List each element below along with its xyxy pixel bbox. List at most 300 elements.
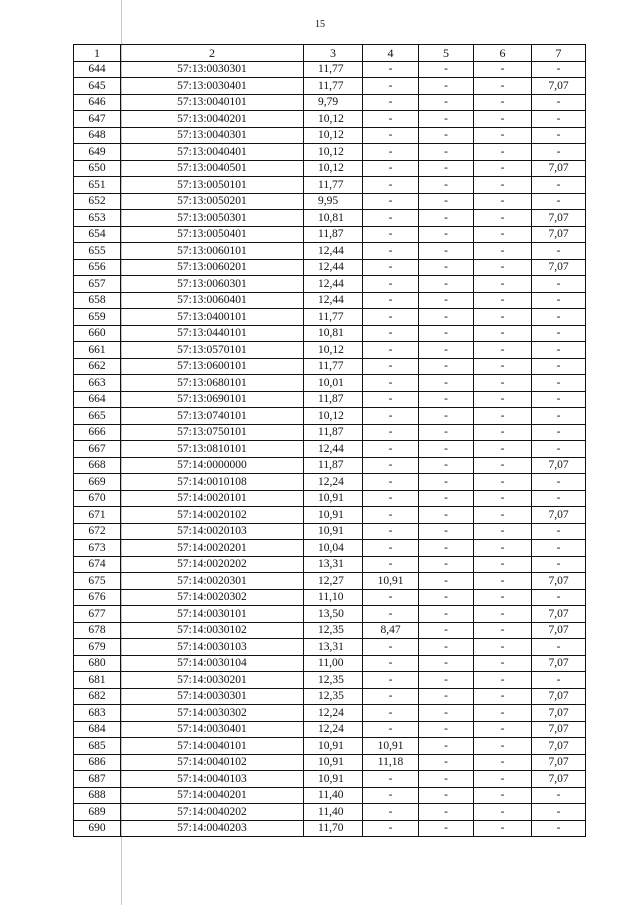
table-row	[74, 490, 586, 507]
table-cell: -	[419, 507, 474, 524]
table-cell: 57:13:0030301	[121, 61, 304, 78]
table-cell: 57:14:0030101	[121, 606, 304, 623]
table-cell: 7,07	[532, 259, 586, 276]
table-cell: 57:14:0030401	[121, 721, 304, 738]
table-header-row	[74, 45, 586, 62]
table-cell: 10,91	[304, 771, 363, 788]
table-cell: -	[363, 94, 419, 111]
table-cell: 13,31	[304, 556, 363, 573]
table-cell: 10,12	[304, 160, 363, 177]
table-cell: -	[419, 738, 474, 755]
table-cell: 655	[74, 243, 121, 260]
table-cell: 647	[74, 111, 121, 128]
table-cell: -	[474, 94, 532, 111]
table-cell: 653	[74, 210, 121, 227]
table-cell: -	[474, 771, 532, 788]
table-cell: -	[363, 177, 419, 194]
table-row	[74, 375, 586, 392]
table-cell: -	[474, 540, 532, 557]
table-cell: 671	[74, 507, 121, 524]
table-cell: 11,70	[304, 820, 363, 837]
table-cell: -	[474, 259, 532, 276]
table-cell: -	[419, 540, 474, 557]
table-row	[74, 639, 586, 656]
table-cell: -	[532, 61, 586, 78]
table-cell: -	[474, 441, 532, 458]
table-cell: -	[419, 342, 474, 359]
table-cell: 10,12	[304, 127, 363, 144]
table-cell: -	[532, 309, 586, 326]
table-cell: 11,87	[304, 424, 363, 441]
table-cell: -	[532, 276, 586, 293]
table-cell: 654	[74, 226, 121, 243]
page-number: 15	[315, 19, 325, 30]
table-cell: 687	[74, 771, 121, 788]
table-cell: -	[363, 457, 419, 474]
table-cell: 57:13:0040101	[121, 94, 304, 111]
table-cell: 11,77	[304, 309, 363, 326]
table-cell: -	[474, 144, 532, 161]
table-cell: -	[474, 375, 532, 392]
table-cell: -	[363, 127, 419, 144]
table-cell: -	[532, 424, 586, 441]
table-cell: -	[419, 358, 474, 375]
table-cell: -	[419, 655, 474, 672]
table-cell: -	[419, 771, 474, 788]
table-cell: 57:14:0040103	[121, 771, 304, 788]
table-cell: 12,35	[304, 672, 363, 689]
table-cell: -	[363, 276, 419, 293]
table-cell: -	[474, 210, 532, 227]
table-cell: -	[419, 177, 474, 194]
table-cell: -	[363, 78, 419, 95]
table-cell: -	[532, 639, 586, 656]
table-cell: 57:14:0040202	[121, 804, 304, 821]
table-cell: -	[363, 606, 419, 623]
table-cell: -	[363, 705, 419, 722]
table-cell: 10,12	[304, 342, 363, 359]
table-cell: 12,24	[304, 721, 363, 738]
column-header: 7	[532, 45, 586, 62]
table-row	[74, 160, 586, 177]
table-cell: 57:13:0810101	[121, 441, 304, 458]
table-cell: -	[419, 226, 474, 243]
table-cell: 11,77	[304, 61, 363, 78]
table-row	[74, 259, 586, 276]
table-row	[74, 474, 586, 491]
table-cell: 689	[74, 804, 121, 821]
table-cell: 676	[74, 589, 121, 606]
table-cell: -	[419, 375, 474, 392]
column-header: 2	[121, 45, 304, 62]
table-cell: -	[532, 523, 586, 540]
table-cell: -	[532, 441, 586, 458]
table-cell: 10,12	[304, 144, 363, 161]
table-cell: -	[419, 243, 474, 260]
table-cell: 668	[74, 457, 121, 474]
table-cell: 7,07	[532, 210, 586, 227]
table-cell: 57:14:0030301	[121, 688, 304, 705]
table-cell: -	[419, 441, 474, 458]
table-cell: 11,00	[304, 655, 363, 672]
table-cell: -	[419, 672, 474, 689]
table-cell: 7,07	[532, 754, 586, 771]
table-cell: 10,12	[304, 111, 363, 128]
table-cell: -	[474, 754, 532, 771]
table-cell: -	[363, 358, 419, 375]
table-cell: 9,79	[304, 94, 363, 111]
table-cell: 688	[74, 787, 121, 804]
table-row	[74, 292, 586, 309]
table-cell: 648	[74, 127, 121, 144]
table-row	[74, 556, 586, 573]
table-cell: -	[474, 243, 532, 260]
table-row	[74, 705, 586, 722]
table-cell: 12,24	[304, 705, 363, 722]
table-cell: 10,91	[363, 738, 419, 755]
table-cell: 57:13:0030401	[121, 78, 304, 95]
table-cell: -	[532, 804, 586, 821]
table-cell: 10,91	[304, 490, 363, 507]
table-cell: -	[419, 523, 474, 540]
table-cell: 57:14:0030201	[121, 672, 304, 689]
table-row	[74, 408, 586, 425]
table-cell: 678	[74, 622, 121, 639]
table-cell: 685	[74, 738, 121, 755]
table-row	[74, 358, 586, 375]
table-cell: -	[474, 408, 532, 425]
table-cell: -	[363, 309, 419, 326]
table-cell: 12,44	[304, 292, 363, 309]
table-cell: 57:14:0040201	[121, 787, 304, 804]
table-cell: -	[419, 573, 474, 590]
table-cell: -	[474, 358, 532, 375]
table-cell: 13,50	[304, 606, 363, 623]
table-cell: 12,35	[304, 622, 363, 639]
table-cell: 7,07	[532, 160, 586, 177]
table-cell: 674	[74, 556, 121, 573]
table-cell: 57:14:0000000	[121, 457, 304, 474]
table-cell: 7,07	[532, 655, 586, 672]
table-cell: -	[363, 523, 419, 540]
table-cell: 57:14:0010108	[121, 474, 304, 491]
table-cell: 664	[74, 391, 121, 408]
table-cell: 11,87	[304, 226, 363, 243]
table-cell: -	[419, 688, 474, 705]
table-row	[74, 721, 586, 738]
table-cell: 57:13:0440101	[121, 325, 304, 342]
table-cell: 667	[74, 441, 121, 458]
table-cell: -	[363, 441, 419, 458]
table-cell: -	[363, 243, 419, 260]
table-cell: -	[419, 787, 474, 804]
table-cell: 11,87	[304, 391, 363, 408]
table-cell: -	[419, 391, 474, 408]
table-cell: 7,07	[532, 622, 586, 639]
table-cell: 7,07	[532, 705, 586, 722]
table-cell: 679	[74, 639, 121, 656]
table-cell: -	[532, 820, 586, 837]
table-cell: -	[532, 672, 586, 689]
table-cell: 57:13:0040301	[121, 127, 304, 144]
table-cell: -	[363, 144, 419, 161]
table-cell: 680	[74, 655, 121, 672]
table-cell: 57:14:0020302	[121, 589, 304, 606]
table-cell: 644	[74, 61, 121, 78]
table-cell: -	[532, 358, 586, 375]
table-cell: -	[419, 111, 474, 128]
table-cell: -	[474, 523, 532, 540]
table-cell: 57:13:0740101	[121, 408, 304, 425]
table-cell: 7,07	[532, 78, 586, 95]
table-cell: -	[363, 804, 419, 821]
table-cell: 661	[74, 342, 121, 359]
table-cell: 651	[74, 177, 121, 194]
table-cell: -	[474, 705, 532, 722]
table-cell: -	[419, 721, 474, 738]
table-cell: 57:13:0050201	[121, 193, 304, 210]
table-cell: -	[419, 144, 474, 161]
table-cell: 11,77	[304, 78, 363, 95]
table-cell: -	[532, 787, 586, 804]
table-body	[74, 61, 586, 837]
table-cell: -	[474, 127, 532, 144]
table-cell: 57:13:0570101	[121, 342, 304, 359]
table-cell: 57:13:0060301	[121, 276, 304, 293]
table-cell: 11,77	[304, 358, 363, 375]
table-cell: 57:14:0020202	[121, 556, 304, 573]
table-cell: 57:13:0750101	[121, 424, 304, 441]
table-cell: -	[419, 820, 474, 837]
table-cell: 57:13:0040501	[121, 160, 304, 177]
table-cell: -	[474, 61, 532, 78]
table-cell: 12,35	[304, 688, 363, 705]
table-cell: -	[363, 721, 419, 738]
table-cell: 57:14:0040101	[121, 738, 304, 755]
table-cell: 57:14:0020103	[121, 523, 304, 540]
table-cell: -	[419, 589, 474, 606]
table-cell: 12,44	[304, 259, 363, 276]
table-cell: 11,77	[304, 177, 363, 194]
table-cell: -	[532, 144, 586, 161]
table-row	[74, 342, 586, 359]
table-row	[74, 606, 586, 623]
table-row	[74, 226, 586, 243]
table-cell: 7,07	[532, 771, 586, 788]
table-cell: 660	[74, 325, 121, 342]
table-cell: -	[474, 606, 532, 623]
table-cell: 11,40	[304, 787, 363, 804]
table-row	[74, 276, 586, 293]
table-row	[74, 540, 586, 557]
table-cell: -	[474, 391, 532, 408]
table-cell: -	[419, 804, 474, 821]
table-cell: 684	[74, 721, 121, 738]
table-cell: 683	[74, 705, 121, 722]
table-cell: -	[474, 589, 532, 606]
table-row	[74, 573, 586, 590]
table-cell: 7,07	[532, 606, 586, 623]
table-cell: -	[419, 754, 474, 771]
table-cell: -	[363, 639, 419, 656]
table-cell: -	[363, 325, 419, 342]
table-cell: 646	[74, 94, 121, 111]
table-row	[74, 523, 586, 540]
table-cell: 57:14:0040102	[121, 754, 304, 771]
table-cell: -	[474, 721, 532, 738]
table-cell: -	[532, 474, 586, 491]
table-cell: -	[474, 804, 532, 821]
table-cell: 657	[74, 276, 121, 293]
table-cell: 665	[74, 408, 121, 425]
table-cell: 57:14:0020201	[121, 540, 304, 557]
table-cell: -	[363, 292, 419, 309]
table-cell: -	[363, 507, 419, 524]
table-row	[74, 589, 586, 606]
table-row	[74, 61, 586, 78]
table-cell: 10,04	[304, 540, 363, 557]
table-cell: -	[419, 408, 474, 425]
table-cell: -	[363, 61, 419, 78]
table-cell: 57:13:0050101	[121, 177, 304, 194]
table-cell: 649	[74, 144, 121, 161]
table-cell: -	[532, 408, 586, 425]
table-cell: -	[474, 177, 532, 194]
table-cell: -	[474, 490, 532, 507]
table-row	[74, 177, 586, 194]
table-row	[74, 672, 586, 689]
table-cell: -	[474, 787, 532, 804]
table-cell: -	[474, 226, 532, 243]
table-cell: 10,91	[304, 754, 363, 771]
table-cell: -	[419, 193, 474, 210]
table-cell: 57:13:0040201	[121, 111, 304, 128]
table-row	[74, 127, 586, 144]
table-cell: -	[419, 622, 474, 639]
table-cell: 650	[74, 160, 121, 177]
table-cell: -	[419, 490, 474, 507]
table-cell: -	[474, 622, 532, 639]
table-cell: 57:13:0060201	[121, 259, 304, 276]
table-cell: -	[419, 457, 474, 474]
table-cell: -	[474, 111, 532, 128]
table-cell: 57:14:0030103	[121, 639, 304, 656]
table-cell: 10,91	[304, 738, 363, 755]
table-row	[74, 754, 586, 771]
table-cell: -	[363, 391, 419, 408]
table-cell: -	[419, 292, 474, 309]
table-cell: -	[532, 325, 586, 342]
table-cell: -	[474, 325, 532, 342]
table-row	[74, 243, 586, 260]
table-cell: 7,07	[532, 507, 586, 524]
table-cell: 10,91	[304, 507, 363, 524]
table-row	[74, 111, 586, 128]
table-cell: 12,44	[304, 276, 363, 293]
table-row	[74, 787, 586, 804]
table-cell: -	[532, 127, 586, 144]
table-cell: 57:14:0020101	[121, 490, 304, 507]
table-cell: 57:13:0400101	[121, 309, 304, 326]
table-cell: 12,27	[304, 573, 363, 590]
table-cell: -	[532, 540, 586, 557]
table-row	[74, 441, 586, 458]
table-cell: -	[419, 325, 474, 342]
table-cell: 57:14:0040203	[121, 820, 304, 837]
table-cell: -	[363, 556, 419, 573]
table-row	[74, 94, 586, 111]
table-cell: -	[419, 61, 474, 78]
table-cell: -	[532, 193, 586, 210]
table-cell: -	[474, 474, 532, 491]
table-cell: -	[363, 210, 419, 227]
table-cell: -	[363, 408, 419, 425]
table-cell: -	[363, 375, 419, 392]
table-cell: -	[532, 177, 586, 194]
data-table	[73, 44, 586, 837]
table-cell: -	[532, 556, 586, 573]
table-row	[74, 688, 586, 705]
table-cell: -	[419, 424, 474, 441]
table-cell: -	[363, 540, 419, 557]
table-cell: -	[363, 424, 419, 441]
table-cell: 659	[74, 309, 121, 326]
table-cell: 662	[74, 358, 121, 375]
table-cell: -	[363, 259, 419, 276]
table-cell: -	[474, 457, 532, 474]
table-row	[74, 738, 586, 755]
table-cell: 7,07	[532, 721, 586, 738]
table-cell: 7,07	[532, 688, 586, 705]
table-cell: -	[474, 160, 532, 177]
table-cell: -	[532, 111, 586, 128]
table-cell: 672	[74, 523, 121, 540]
table-row	[74, 144, 586, 161]
table-row	[74, 424, 586, 441]
column-header: 5	[419, 45, 474, 62]
table-cell: 682	[74, 688, 121, 705]
table-cell: -	[419, 210, 474, 227]
table-cell: -	[363, 672, 419, 689]
table-cell: -	[419, 705, 474, 722]
table-cell: 658	[74, 292, 121, 309]
table-cell: -	[474, 424, 532, 441]
table-cell: 7,07	[532, 573, 586, 590]
table-cell: -	[363, 342, 419, 359]
table-cell: -	[474, 193, 532, 210]
table-cell: -	[419, 127, 474, 144]
table-cell: -	[419, 78, 474, 95]
table-cell: -	[474, 655, 532, 672]
table-cell: -	[363, 589, 419, 606]
table-cell: 8,47	[363, 622, 419, 639]
table-cell: 13,31	[304, 639, 363, 656]
table-cell: 57:13:0060101	[121, 243, 304, 260]
table-cell: -	[532, 490, 586, 507]
table-row	[74, 193, 586, 210]
table-cell: 57:14:0020102	[121, 507, 304, 524]
table-row	[74, 820, 586, 837]
table-cell: -	[363, 474, 419, 491]
table-cell: -	[474, 507, 532, 524]
table-cell: -	[363, 160, 419, 177]
table-cell: -	[474, 276, 532, 293]
table-cell: 57:13:0690101	[121, 391, 304, 408]
table-cell: 666	[74, 424, 121, 441]
table-cell: 645	[74, 78, 121, 95]
table-cell: -	[474, 738, 532, 755]
table-cell: 675	[74, 573, 121, 590]
